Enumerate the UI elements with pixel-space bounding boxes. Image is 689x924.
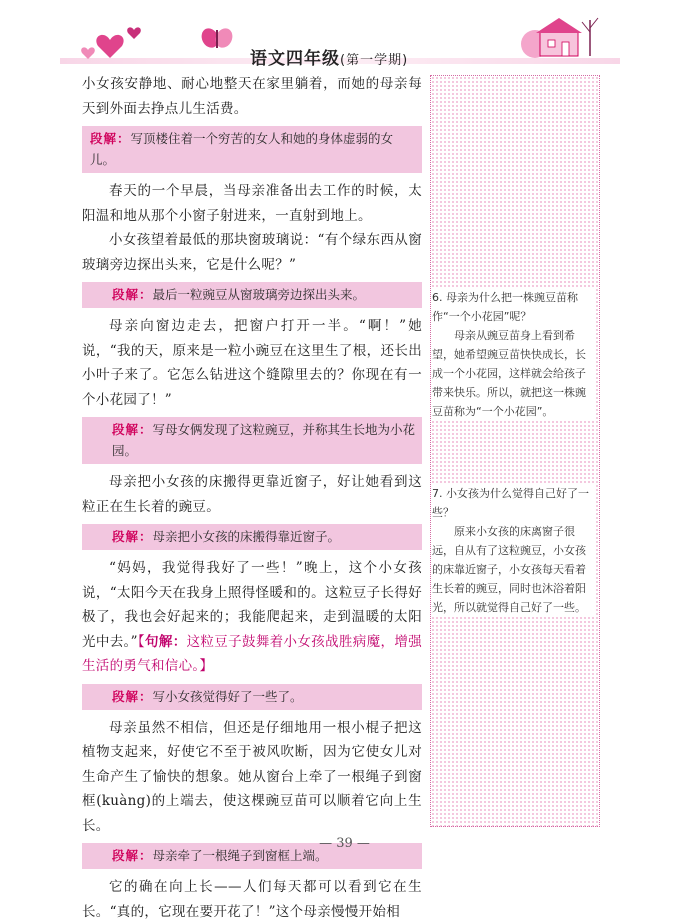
paragraph-note-3 <box>82 417 422 464</box>
question-6: 6. 母亲为什么把一株豌豆苗称作“一个小花园”呢？ <box>432 291 578 323</box>
sentence-note-close: 】 <box>199 658 214 674</box>
sidebar-panel <box>430 75 600 827</box>
note-label: 段解： <box>112 688 153 704</box>
answer-6: 母亲从豌豆苗身上看到希望，她希望豌豆苗快快成长，长成一个小花园，这样就会给孩子带来快乐。所以，就把这一株豌豆苗称为“一个小花园”。 <box>432 329 586 418</box>
paragraph-8: 它的确在向上长——人们每天都可以看到它在生长。“真的，它现在要开花了！”这个母亲慢慢开始相 <box>82 879 422 920</box>
note-label: 段解： <box>112 422 153 437</box>
question-6-block <box>432 288 596 421</box>
paragraph-note-4 <box>82 524 422 550</box>
note-text: 写顶楼住着一个穷苦的女人和她的身体虚弱的女儿。 <box>90 131 394 167</box>
paragraph-note-5 <box>82 684 422 710</box>
question-7-block <box>432 484 596 617</box>
question-7: 7. 小女孩为什么觉得自己好了一些？ <box>432 487 589 519</box>
note-text: 写小女孩觉得好了一些了。 <box>152 688 303 704</box>
heart-decoration-left <box>81 27 141 59</box>
butterfly-decoration <box>199 26 236 51</box>
house-decoration <box>521 18 598 58</box>
sentence-note-label: 句解： <box>145 633 187 650</box>
paragraph-6 <box>82 556 422 679</box>
main-text-column <box>82 72 422 924</box>
sentence-note-open: 【 <box>137 633 146 650</box>
paragraph-7: 母亲虽然不相信，但还是仔细地用一根小棍子把这植物支起来，好使它不至于被风吹断，因为它使女儿对生命产生了愉快的想象。她从窗台上牵了一根绳子到窗框(kuàng)的上端去，使这棵豌豆苗可以顺着它向上生长。 <box>82 719 422 834</box>
note-text: 写母女俩发现了这粒豌豆，并称其生长地为小花园。 <box>112 422 416 458</box>
note-label: 段解： <box>90 131 131 146</box>
note-text: 最后一粒豌豆从窗玻璃旁边探出头来。 <box>152 287 366 302</box>
answer-7: 原来小女孩的床离窗子很远，自从有了这粒豌豆，小女孩的床靠近窗子，小女孩每天看着生长着的豌豆，同时也沐浴着阳光，所以就觉得自己好了一些。 <box>432 525 586 614</box>
paragraph-2: 春天的一个早晨，当母亲准备出去工作的时候，太阳温和地从那个小窗子射进来，一直射到地上。 <box>82 183 422 224</box>
sentence-note-text: 这粒豆子鼓舞着小女孩战胜病魔，增强生活的勇气和信心。 <box>82 633 422 674</box>
paragraph-1: 小女孩安静地、耐心地整天在家里躺着，而她的母亲每天到外面去挣点儿生活费。 <box>82 76 422 117</box>
paragraph-3: 小女孩望着最低的那块窗玻璃说：“有个绿东西从窗玻璃旁边探出头来，它是什么呢？” <box>82 232 422 273</box>
note-label: 段解： <box>112 529 153 544</box>
paragraph-5: 母亲把小女孩的床搬得更靠近窗子，好让她看到这粒正在生长着的豌豆。 <box>82 474 422 515</box>
page-number: — 39 — <box>319 836 370 851</box>
paragraph-4: 母亲向窗边走去，把窗户打开一半。“啊！”她说，“我的天，原来是一粒小豌豆在这里生了根，还长出小叶子来了。它怎么钻进这个缝隙里去的？你现在有一个小花园了！” <box>82 318 422 408</box>
book-title <box>250 44 408 69</box>
note-text: 母亲牵了一根绳子到窗框上端。 <box>152 848 328 863</box>
note-label: 段解： <box>112 287 153 302</box>
note-text: 母亲把小女孩的床搬得靠近窗子。 <box>152 529 341 544</box>
book-title-subtitle: (第一学期) <box>340 53 409 68</box>
paragraph-note-2 <box>82 282 422 308</box>
book-title-main: 语文四年级 <box>250 49 340 69</box>
note-label: 段解： <box>112 848 153 863</box>
paragraph-6-text: “妈妈，我觉得我好了一些！”晚上，这个小女孩说，“太阳今天在我身上照得怪暖和的。这粒豆子长得好极了，我也会好起来的；我能爬起来，走到温暖的太阳光中去。” <box>82 560 422 650</box>
paragraph-note-1 <box>82 126 422 173</box>
